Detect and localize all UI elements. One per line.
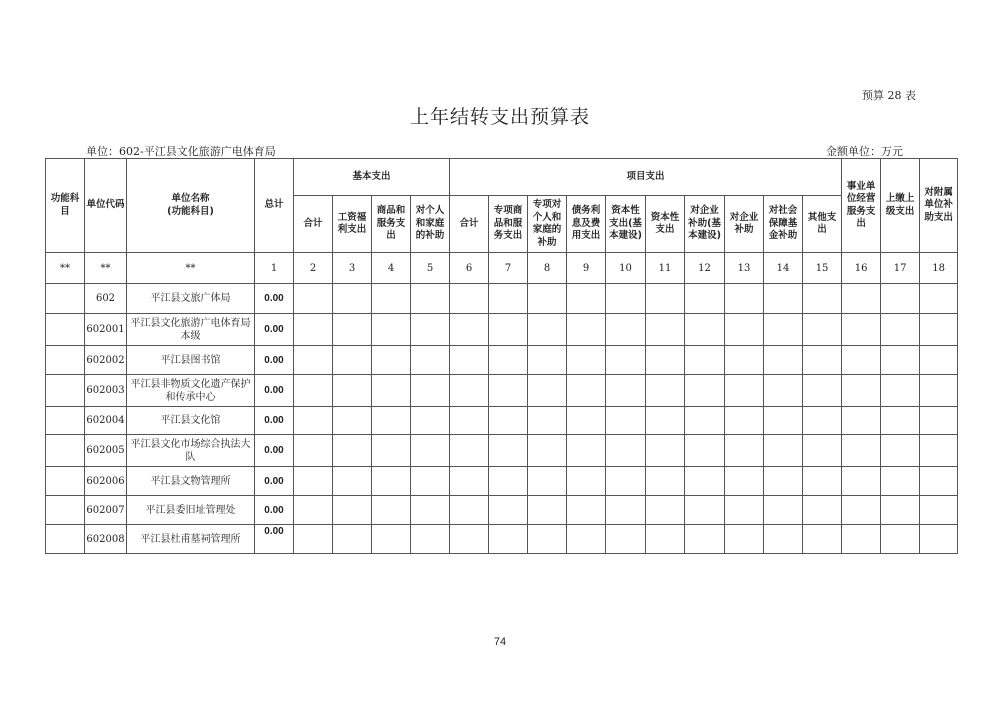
header-basic-sum: 合计 [294, 196, 333, 253]
empty-cell [685, 496, 725, 525]
total-cell: 0.00 [255, 284, 294, 314]
unit-code-cell: 602 [85, 284, 127, 314]
empty-cell [489, 346, 528, 375]
total-cell: 0.00 [255, 314, 294, 346]
empty-cell [411, 435, 450, 467]
empty-cell [294, 314, 333, 346]
empty-cell [803, 284, 842, 314]
table-row [46, 314, 958, 346]
header-basic-expenditure: 基本支出 [294, 159, 450, 196]
empty-cell [920, 407, 958, 435]
func-subject-cell [46, 435, 85, 467]
empty-cell [685, 467, 725, 496]
total-cell: 0.00 [255, 496, 294, 525]
empty-cell [803, 407, 842, 435]
empty-cell [842, 435, 881, 467]
index-cell: ** [46, 253, 85, 284]
empty-cell [567, 284, 606, 314]
empty-cell [685, 407, 725, 435]
empty-cell [528, 525, 567, 554]
empty-cell [606, 407, 646, 435]
empty-cell [450, 435, 489, 467]
budget-table [45, 158, 958, 554]
empty-cell [294, 284, 333, 314]
empty-cell [450, 314, 489, 346]
empty-cell [333, 496, 372, 525]
index-cell: 12 [685, 253, 725, 284]
index-cell: 7 [489, 253, 528, 284]
empty-cell [372, 525, 411, 554]
header-project-expenditure: 项目支出 [450, 159, 842, 196]
index-cell: 6 [450, 253, 489, 284]
empty-cell [372, 375, 411, 407]
empty-cell [764, 467, 803, 496]
empty-cell [842, 496, 881, 525]
empty-cell [803, 314, 842, 346]
total-cell: 0.00 [255, 346, 294, 375]
empty-cell [725, 435, 764, 467]
index-cell: 3 [333, 253, 372, 284]
empty-cell [489, 375, 528, 407]
header-capital: 资本性支出 [646, 196, 685, 253]
empty-cell [881, 314, 920, 346]
empty-cell [881, 435, 920, 467]
empty-cell [842, 467, 881, 496]
index-cell: ** [127, 253, 255, 284]
total-cell: 0.00 [255, 467, 294, 496]
empty-cell [450, 467, 489, 496]
index-cell: ** [85, 253, 127, 284]
empty-cell [685, 525, 725, 554]
header-personal-subsidy: 对个人和家庭的补助 [411, 196, 450, 253]
empty-cell [528, 467, 567, 496]
empty-cell [881, 496, 920, 525]
total-cell: 0.00 [255, 435, 294, 467]
empty-cell [920, 525, 958, 554]
empty-cell [685, 314, 725, 346]
empty-cell [881, 407, 920, 435]
table-row [46, 467, 958, 496]
empty-cell [646, 525, 685, 554]
unit-code-cell: 602007 [85, 496, 127, 525]
unit-name-cell: 平江县文物管理所 [127, 467, 255, 496]
index-cell: 16 [842, 253, 881, 284]
index-cell: 13 [725, 253, 764, 284]
index-cell: 11 [646, 253, 685, 284]
unit-name-cell: 平江县文化旅游广电体育局本级 [127, 314, 255, 346]
empty-cell [489, 467, 528, 496]
empty-cell [333, 346, 372, 375]
empty-cell [685, 284, 725, 314]
empty-cell [294, 375, 333, 407]
empty-cell [881, 284, 920, 314]
empty-cell [489, 496, 528, 525]
empty-cell [764, 407, 803, 435]
func-subject-cell [46, 284, 85, 314]
empty-cell [528, 314, 567, 346]
empty-cell [372, 496, 411, 525]
empty-cell [528, 407, 567, 435]
empty-cell [489, 435, 528, 467]
empty-cell [567, 435, 606, 467]
empty-cell [450, 346, 489, 375]
header-other: 其他支出 [803, 196, 842, 253]
empty-cell [294, 407, 333, 435]
empty-cell [567, 314, 606, 346]
empty-cell [920, 435, 958, 467]
unit-name-cell: 平江县文旅广体局 [127, 284, 255, 314]
empty-cell [333, 407, 372, 435]
empty-cell [920, 467, 958, 496]
empty-cell [764, 346, 803, 375]
empty-cell [646, 314, 685, 346]
unit-label: 单位：602-平江县文化旅游广电体育局 [86, 145, 276, 158]
empty-cell [646, 496, 685, 525]
header-upper-level: 上缴上级支出 [881, 159, 920, 253]
empty-cell [646, 284, 685, 314]
empty-cell [333, 435, 372, 467]
header-social-security: 对社会保障基金补助 [764, 196, 803, 253]
header-institution-ops: 事业单位经营服务支出 [842, 159, 881, 253]
empty-cell [685, 435, 725, 467]
table-row [46, 525, 958, 554]
empty-cell [842, 375, 881, 407]
empty-cell [411, 346, 450, 375]
index-cell: 8 [528, 253, 567, 284]
header-total: 总计 [255, 159, 294, 253]
empty-cell [450, 407, 489, 435]
empty-cell [685, 346, 725, 375]
empty-cell [646, 375, 685, 407]
empty-cell [411, 375, 450, 407]
empty-cell [372, 284, 411, 314]
index-cell: 18 [920, 253, 958, 284]
empty-cell [567, 407, 606, 435]
index-cell: 14 [764, 253, 803, 284]
empty-cell [725, 525, 764, 554]
empty-cell [920, 375, 958, 407]
empty-cell [842, 407, 881, 435]
func-subject-cell [46, 346, 85, 375]
empty-cell [372, 435, 411, 467]
empty-cell [450, 496, 489, 525]
empty-cell [606, 525, 646, 554]
empty-cell [685, 375, 725, 407]
table-row [46, 284, 958, 314]
empty-cell [333, 467, 372, 496]
unit-name-cell: 平江县委旧址管理处 [127, 496, 255, 525]
unit-name-cell: 平江县非物质文化遗产保护和传承中心 [127, 375, 255, 407]
unit-name-cell: 平江县杜甫墓祠管理所 [127, 525, 255, 554]
empty-cell [725, 346, 764, 375]
table-row [46, 375, 958, 407]
empty-cell [764, 314, 803, 346]
empty-cell [333, 314, 372, 346]
empty-cell [881, 525, 920, 554]
empty-cell [567, 346, 606, 375]
empty-cell [842, 525, 881, 554]
empty-cell [528, 435, 567, 467]
total-cell: 0.00 [255, 375, 294, 407]
empty-cell [372, 346, 411, 375]
unit-name-cell: 平江县图书馆 [127, 346, 255, 375]
unit-code-cell: 602002 [85, 346, 127, 375]
empty-cell [881, 375, 920, 407]
index-cell: 17 [881, 253, 920, 284]
empty-cell [646, 346, 685, 375]
table-row [46, 407, 958, 435]
header-capital-basic: 资本性支出(基本建设) [606, 196, 646, 253]
header-debt-interest: 债务利息及费用支出 [567, 196, 606, 253]
func-subject-cell [46, 525, 85, 554]
table-row [46, 496, 958, 525]
index-cell: 1 [255, 253, 294, 284]
empty-cell [725, 375, 764, 407]
unit-name-cell: 平江县文化馆 [127, 407, 255, 435]
empty-cell [450, 525, 489, 554]
empty-cell [606, 314, 646, 346]
empty-cell [920, 496, 958, 525]
unit-code-cell: 602001 [85, 314, 127, 346]
unit-code-cell: 602006 [85, 467, 127, 496]
func-subject-cell [46, 467, 85, 496]
empty-cell [372, 407, 411, 435]
unit-code-cell: 602008 [85, 525, 127, 554]
index-row [46, 253, 958, 284]
empty-cell [881, 346, 920, 375]
empty-cell [450, 375, 489, 407]
empty-cell [567, 525, 606, 554]
empty-cell [803, 496, 842, 525]
empty-cell [606, 435, 646, 467]
empty-cell [920, 346, 958, 375]
form-number: 预算 28 表 [862, 89, 916, 102]
empty-cell [764, 496, 803, 525]
empty-cell [725, 496, 764, 525]
empty-cell [294, 346, 333, 375]
empty-cell [646, 467, 685, 496]
empty-cell [606, 496, 646, 525]
empty-cell [606, 284, 646, 314]
empty-cell [372, 467, 411, 496]
empty-cell [920, 314, 958, 346]
header-enterprise-basic: 对企业补助(基本建设) [685, 196, 725, 253]
empty-cell [489, 314, 528, 346]
empty-cell [725, 467, 764, 496]
header-unit-code: 单位代码 [85, 159, 127, 253]
empty-cell [764, 435, 803, 467]
empty-cell [803, 346, 842, 375]
unit-code-cell: 602005 [85, 435, 127, 467]
func-subject-cell [46, 496, 85, 525]
empty-cell [411, 407, 450, 435]
empty-cell [489, 407, 528, 435]
empty-cell [842, 346, 881, 375]
empty-cell [881, 467, 920, 496]
empty-cell [528, 284, 567, 314]
header-unit-name: 单位名称 (功能科目) [127, 159, 255, 253]
empty-cell [294, 525, 333, 554]
empty-cell [528, 496, 567, 525]
empty-cell [764, 284, 803, 314]
empty-cell [646, 407, 685, 435]
empty-cell [803, 435, 842, 467]
empty-cell [411, 467, 450, 496]
table-row [46, 435, 958, 467]
empty-cell [333, 375, 372, 407]
index-cell: 15 [803, 253, 842, 284]
page-number: 74 [493, 636, 507, 648]
empty-cell [764, 375, 803, 407]
empty-cell [567, 467, 606, 496]
empty-cell [294, 496, 333, 525]
empty-cell [803, 375, 842, 407]
empty-cell [489, 525, 528, 554]
empty-cell [294, 435, 333, 467]
total-cell: 0.00 [255, 525, 294, 554]
empty-cell [606, 467, 646, 496]
index-cell: 5 [411, 253, 450, 284]
empty-cell [646, 435, 685, 467]
empty-cell [842, 314, 881, 346]
empty-cell [920, 284, 958, 314]
header-special-goods: 专项商品和服务支出 [489, 196, 528, 253]
unit-name-cell: 平江县文化市场综合执法大队 [127, 435, 255, 467]
amount-unit-label: 金额单位：万元 [826, 145, 903, 158]
empty-cell [725, 314, 764, 346]
unit-code-cell: 602003 [85, 375, 127, 407]
header-affiliated: 对附属单位补助支出 [920, 159, 958, 253]
table-row [46, 346, 958, 375]
empty-cell [411, 496, 450, 525]
total-cell: 0.00 [255, 407, 294, 435]
index-cell: 2 [294, 253, 333, 284]
empty-cell [450, 284, 489, 314]
empty-cell [489, 284, 528, 314]
header-enterprise: 对企业补助 [725, 196, 764, 253]
empty-cell [606, 346, 646, 375]
header-project-sum: 合计 [450, 196, 489, 253]
empty-cell [764, 525, 803, 554]
func-subject-cell [46, 407, 85, 435]
empty-cell [725, 407, 764, 435]
empty-cell [372, 314, 411, 346]
empty-cell [803, 467, 842, 496]
page-title: 上年结转支出预算表 [409, 106, 590, 128]
empty-cell [294, 467, 333, 496]
empty-cell [725, 284, 764, 314]
empty-cell [333, 284, 372, 314]
empty-cell [567, 496, 606, 525]
unit-code-cell: 602004 [85, 407, 127, 435]
func-subject-cell [46, 314, 85, 346]
empty-cell [411, 284, 450, 314]
index-cell: 9 [567, 253, 606, 284]
empty-cell [411, 314, 450, 346]
header-wages: 工资福利支出 [333, 196, 372, 253]
empty-cell [567, 375, 606, 407]
empty-cell [528, 346, 567, 375]
empty-cell [411, 525, 450, 554]
empty-cell [333, 525, 372, 554]
header-goods-services: 商品和服务支出 [372, 196, 411, 253]
func-subject-cell [46, 375, 85, 407]
empty-cell [803, 525, 842, 554]
empty-cell [528, 375, 567, 407]
empty-cell [606, 375, 646, 407]
index-cell: 4 [372, 253, 411, 284]
empty-cell [842, 284, 881, 314]
header-func-subject: 功能科目 [46, 159, 85, 253]
index-cell: 10 [606, 253, 646, 284]
header-special-personal: 专项对个人和家庭的补助 [528, 196, 567, 253]
